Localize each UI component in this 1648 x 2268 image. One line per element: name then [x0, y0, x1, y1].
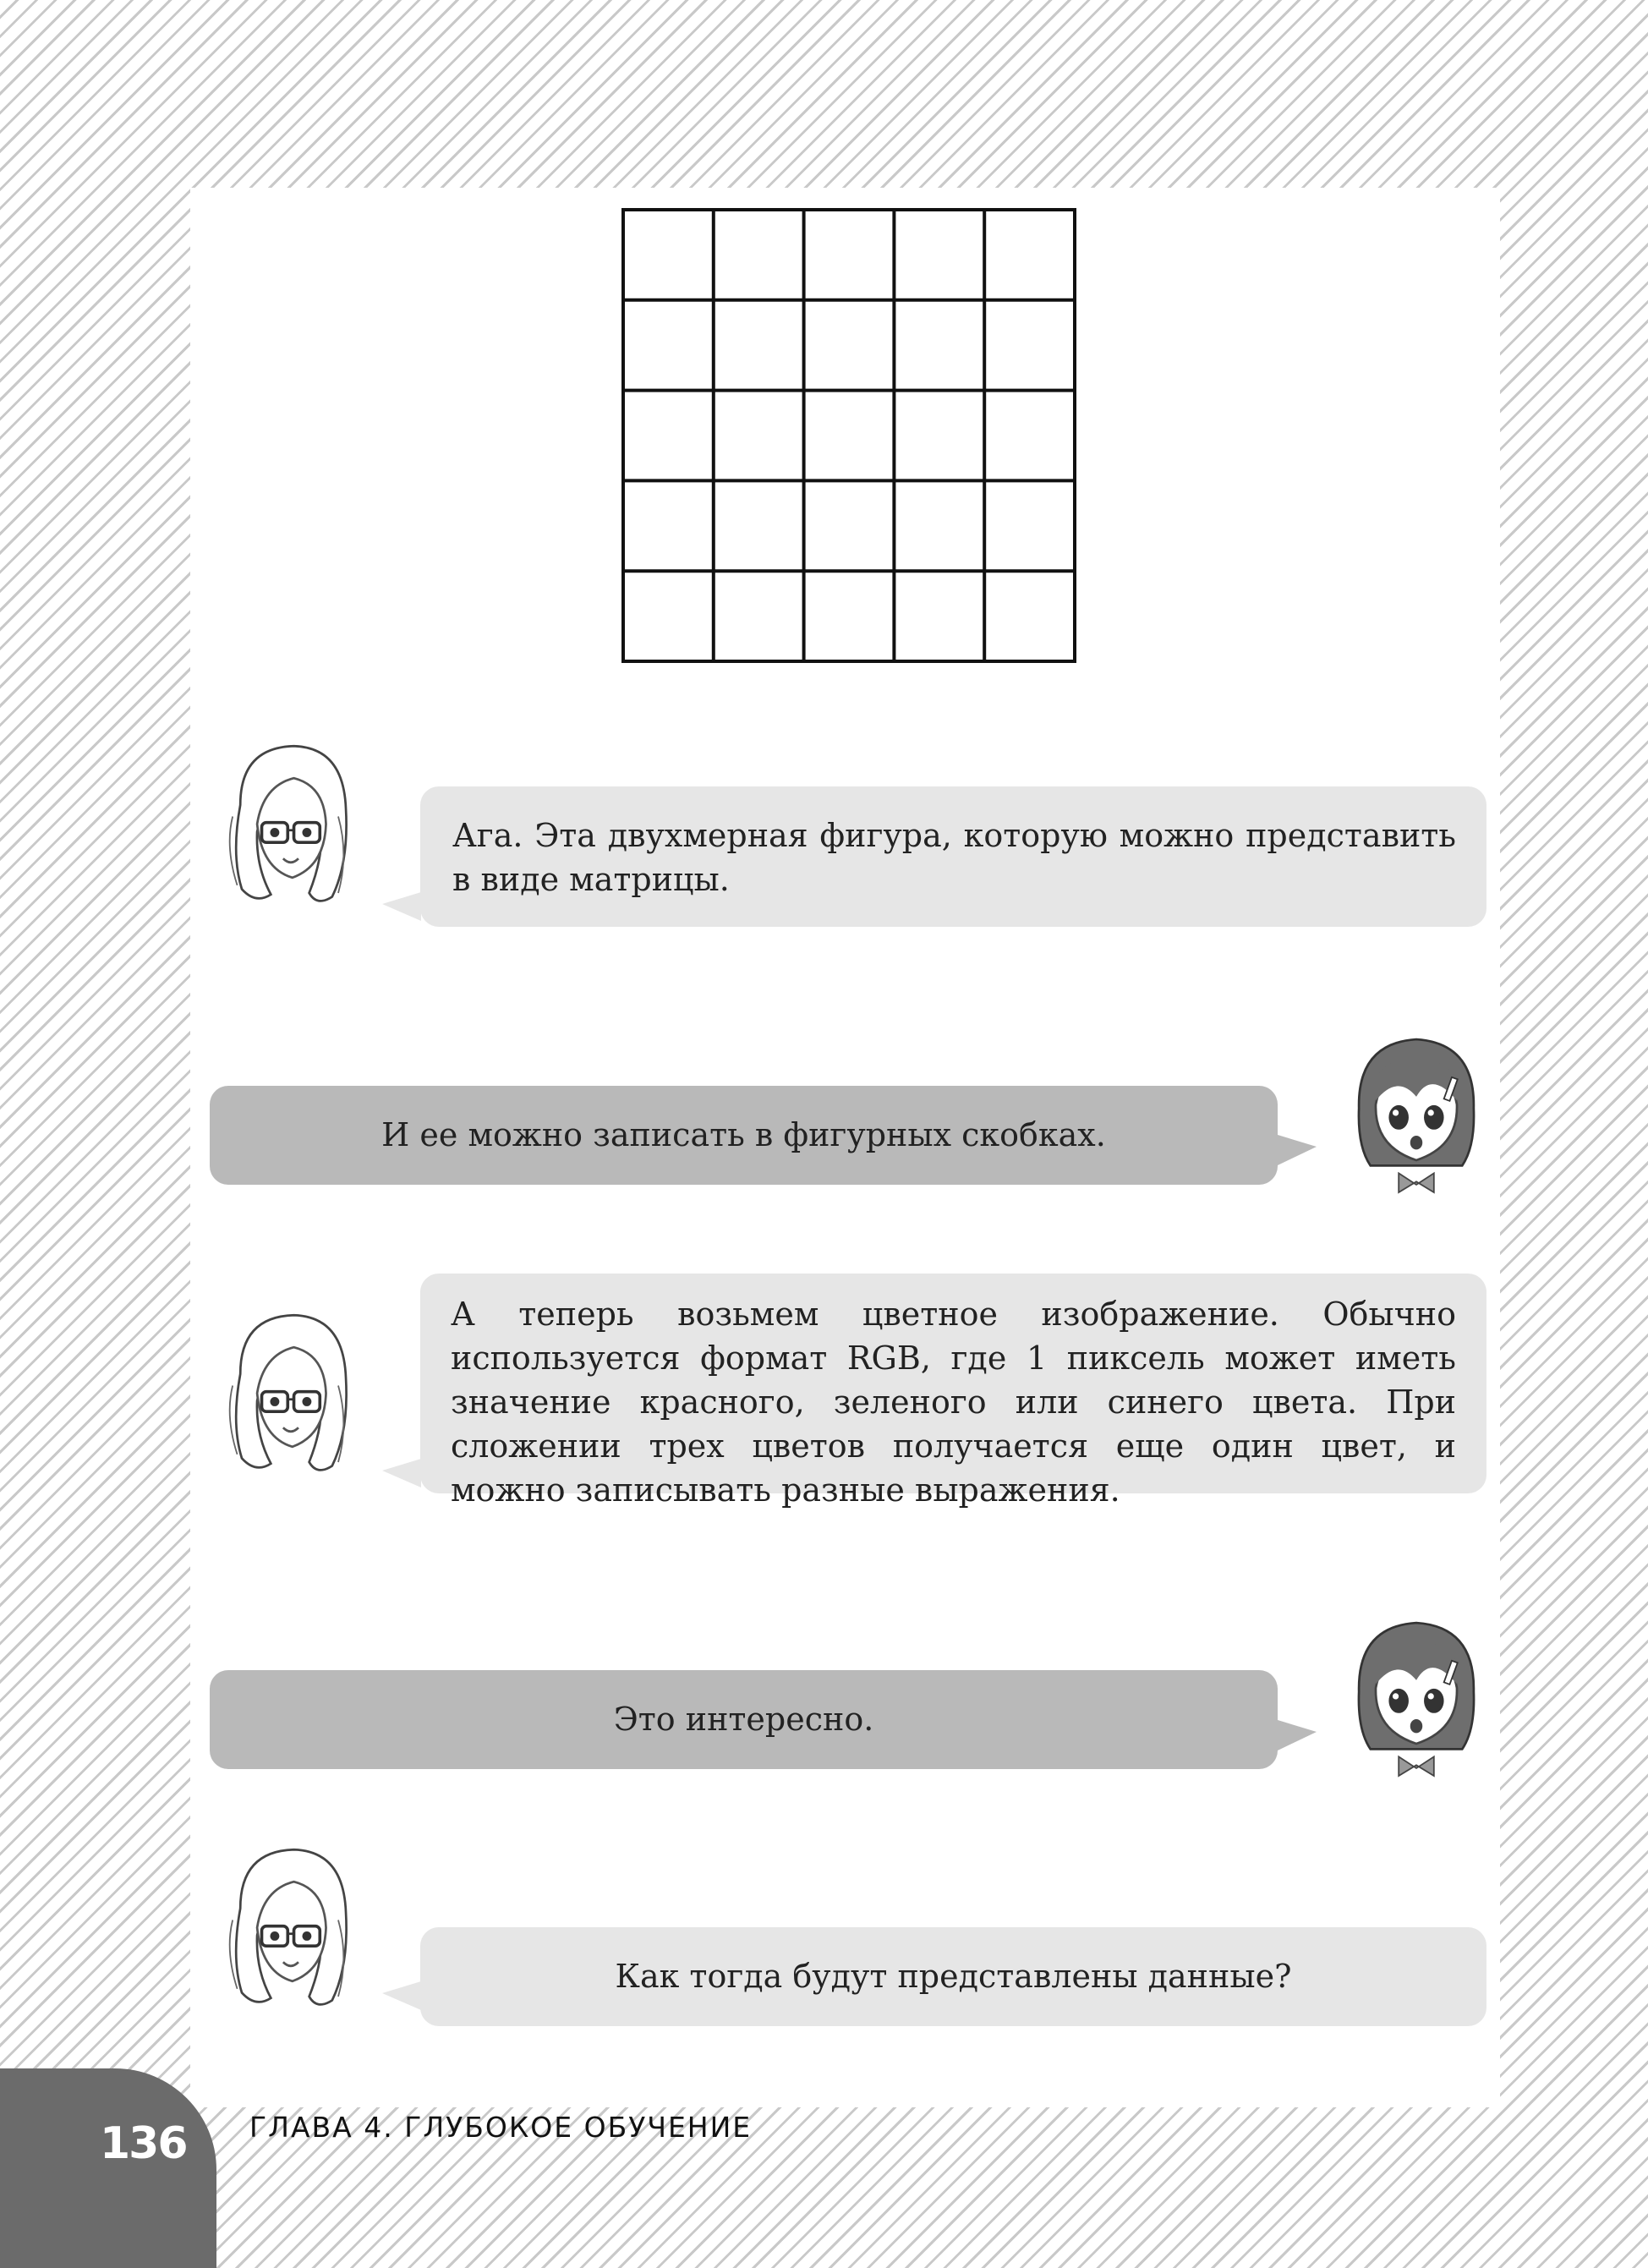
speech-bubble-3 — [420, 1274, 1486, 1509]
bob-girl-avatar — [1336, 1598, 1497, 1793]
speech-text-2: И ее можно записать в фигурных скобках. — [381, 1116, 1106, 1153]
speech-bubble-1 — [420, 786, 1486, 927]
speech-bubble-2 — [210, 1086, 1278, 1185]
speech-bubble-5 — [420, 1927, 1486, 2026]
speech-tail — [382, 1981, 421, 2010]
speech-tail — [382, 892, 421, 921]
speech-tail — [382, 1459, 421, 1487]
speech-text-1: Ага. Эта двухмерная фигура, которую можно представить в виде матрицы. — [452, 817, 1456, 898]
speech-bubble-4 — [210, 1670, 1278, 1769]
speech-tail — [1278, 1135, 1317, 1165]
speech-text-3: А теперь возьмем цветное изображение. Обычно используется формат RGB, где 1 пиксель может иметь значение красного, зеленого или синего цвета. При сложении трех цветов получается еще один цвет, и можно записывать разные выражения. — [451, 1296, 1456, 1509]
matrix-grid-figure — [621, 208, 1076, 663]
bob-girl-avatar — [1336, 1015, 1497, 1209]
page-number: 136 — [100, 2118, 187, 2169]
glasses-girl-avatar — [210, 1827, 370, 2021]
glasses-girl-avatar — [210, 1292, 370, 1487]
speech-text-5: Как тогда будут представлены данные? — [615, 1958, 1292, 1995]
speech-tail — [1278, 1720, 1317, 1750]
speech-text-4: Это интересно. — [613, 1701, 874, 1738]
chapter-title: ГЛАВА 4. ГЛУБОКОЕ ОБУЧЕНИЕ — [249, 2111, 753, 2144]
glasses-girl-avatar — [210, 723, 370, 918]
